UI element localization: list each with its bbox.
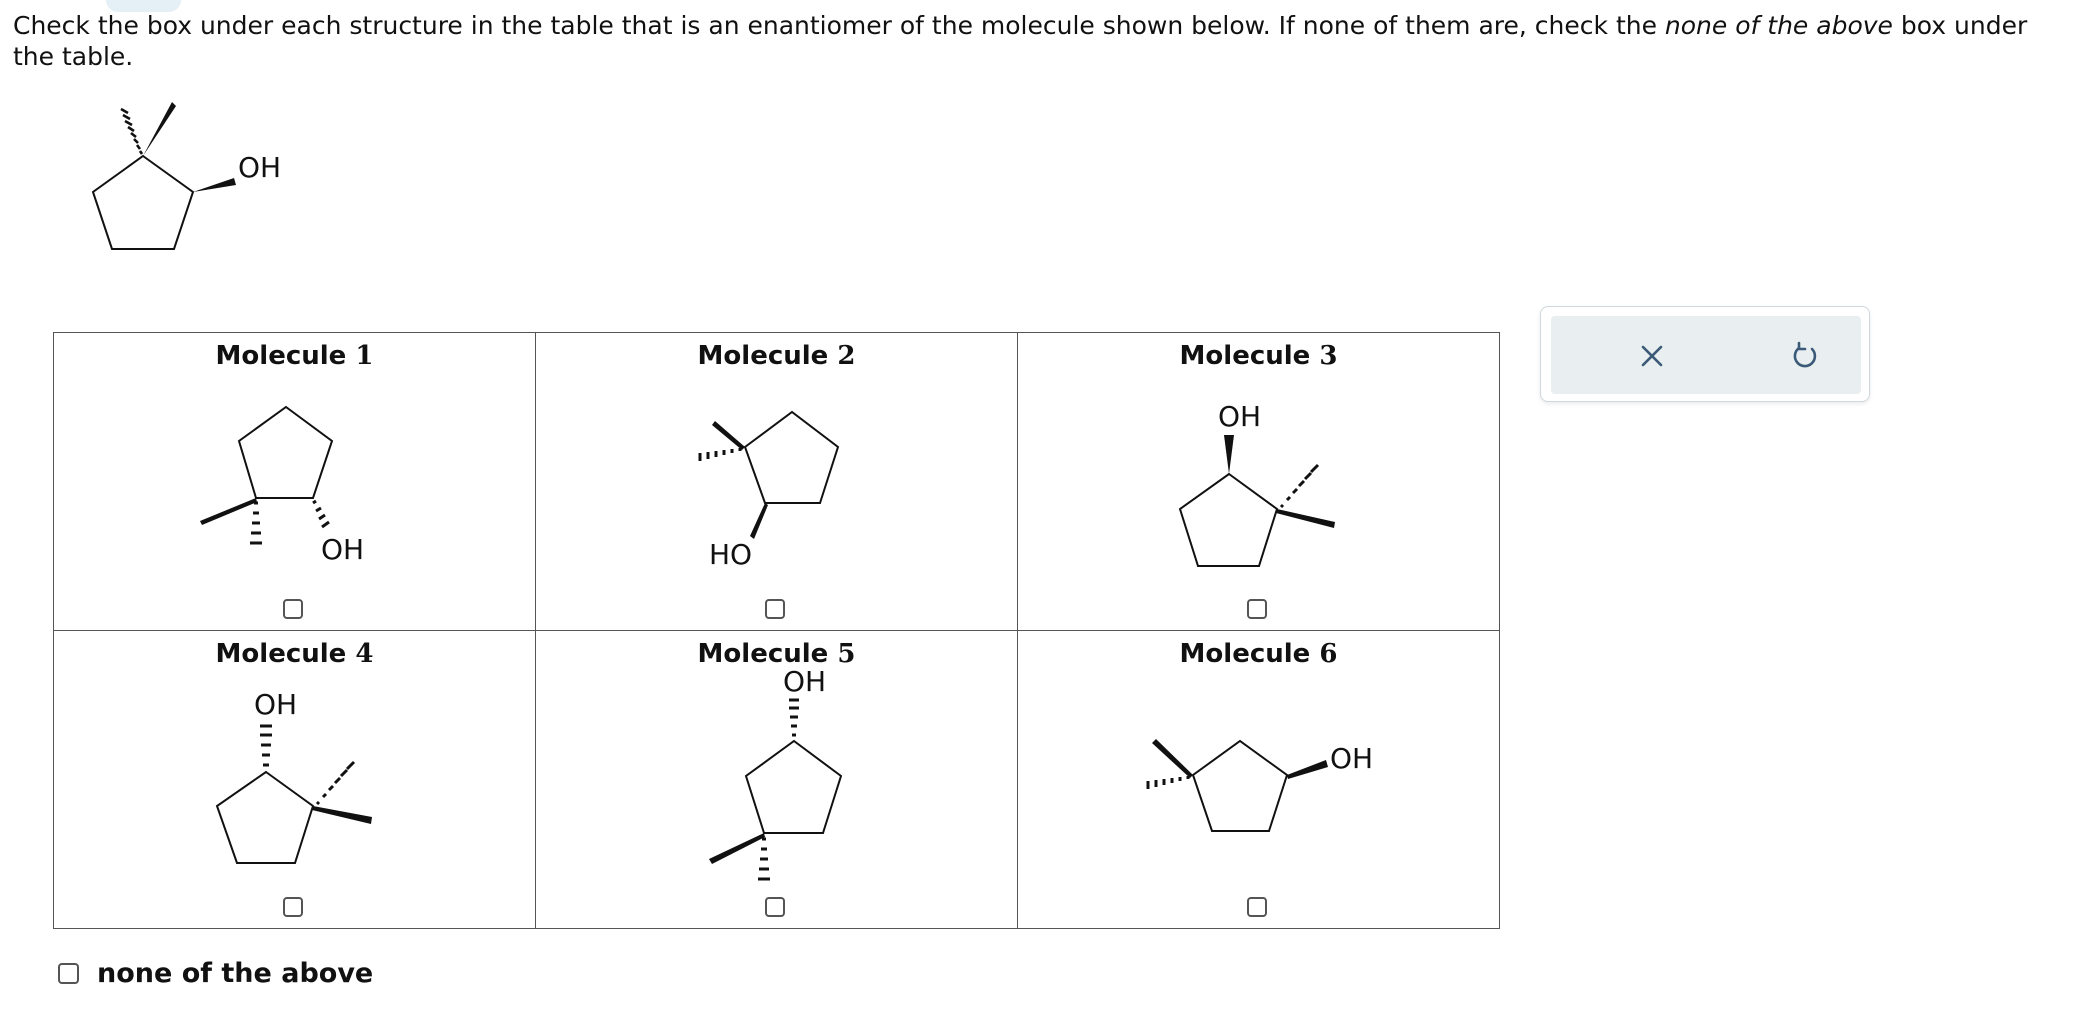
molecule-6-oh-label: OH — [1330, 742, 1374, 775]
molecule-3-structure — [1018, 333, 1499, 630]
molecule-2-ho-label: HO — [709, 538, 753, 571]
clear-button[interactable] — [1632, 336, 1672, 376]
molecule-6-checkbox[interactable] — [1247, 897, 1267, 917]
molecule-cell-4 — [54, 631, 536, 929]
molecule-4-checkbox[interactable] — [283, 897, 303, 917]
none-of-the-above-label[interactable]: none of the above — [97, 958, 374, 989]
molecule-5-title: Molecule 5 — [697, 639, 856, 669]
none-of-the-above-checkbox[interactable] — [58, 963, 79, 984]
given-molecule-oh-label: OH — [238, 151, 282, 184]
molecule-4-oh-label: OH — [254, 688, 298, 721]
answer-tools-bar — [1551, 316, 1861, 394]
molecule-3-checkbox[interactable] — [1247, 599, 1267, 619]
molecule-2-structure — [536, 333, 1017, 630]
molecule-cell-3 — [1018, 333, 1500, 631]
undo-icon[interactable] — [1785, 336, 1825, 376]
undo-button[interactable] — [1785, 336, 1825, 376]
molecule-5-oh-label: OH — [783, 665, 827, 698]
molecule-cell-5 — [536, 631, 1018, 929]
molecule-4-structure — [54, 631, 535, 928]
molecule-5-checkbox[interactable] — [765, 897, 785, 917]
question-text: Check the box under each structure in the table that is an enantiomer of the molecule shown below. If none of them are, check the none of the above box under the table. — [13, 11, 2028, 71]
molecule-cell-2 — [536, 333, 1018, 631]
x-icon[interactable] — [1632, 336, 1672, 376]
molecule-1-checkbox[interactable] — [283, 599, 303, 619]
molecule-1-oh-label: OH — [321, 533, 365, 566]
molecule-4-title: Molecule 4 — [215, 639, 374, 669]
molecule-1-structure — [54, 333, 535, 630]
molecule-1-title: Molecule 1 — [215, 341, 374, 371]
given-molecule — [70, 92, 310, 262]
molecule-6-structure — [1018, 631, 1499, 928]
molecule-5-structure — [536, 631, 1017, 928]
molecule-table — [53, 332, 1500, 929]
molecule-2-title: Molecule 2 — [697, 341, 856, 371]
molecule-cell-6 — [1018, 631, 1500, 929]
molecule-2-checkbox[interactable] — [765, 599, 785, 619]
none-of-the-above-option[interactable] — [58, 958, 373, 989]
molecule-3-title: Molecule 3 — [1179, 341, 1338, 371]
molecule-cell-1 — [54, 333, 536, 631]
molecule-3-oh-label: OH — [1218, 400, 1262, 433]
answer-tools-panel — [1540, 306, 1870, 402]
molecule-6-title: Molecule 6 — [1179, 639, 1338, 669]
